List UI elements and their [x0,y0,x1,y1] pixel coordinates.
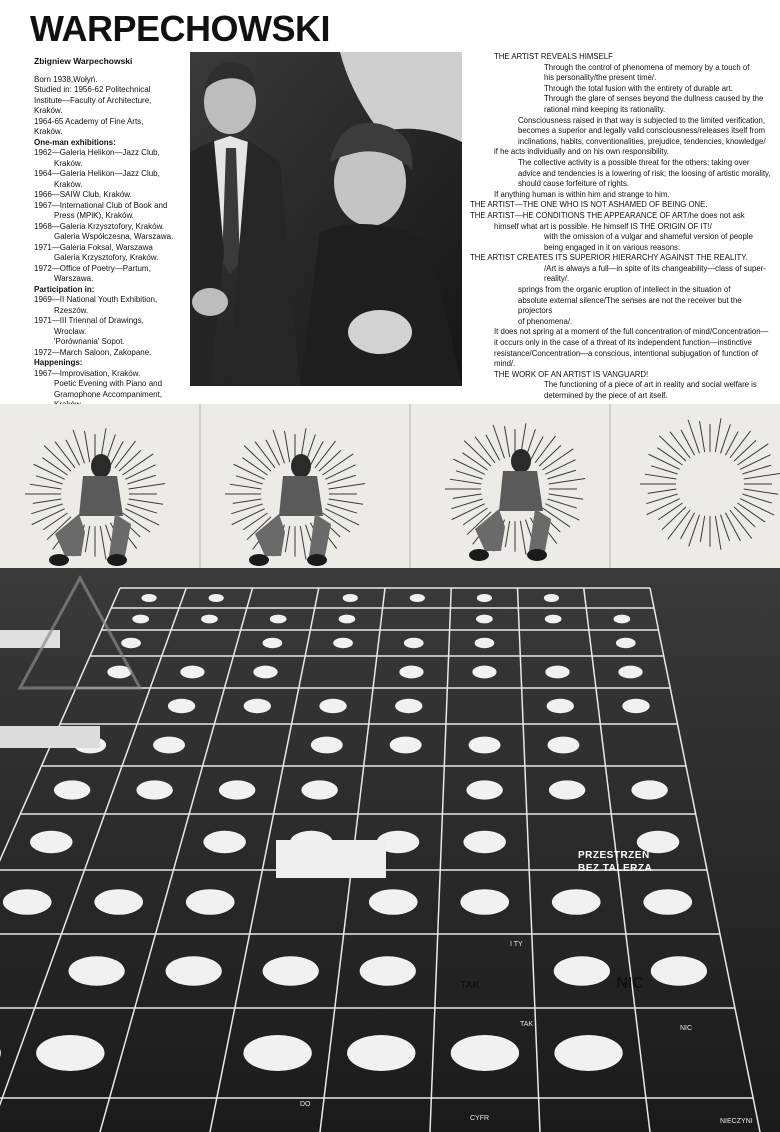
plate [168,699,195,713]
floor-small-word: CYFR [470,1115,490,1122]
floor-label-line2: BEZ TALERZA [578,863,653,874]
manifesto-line: determined by the piece of art itself. [544,391,668,400]
portrait-photo-image [190,52,462,386]
floor-small-word: NIC [680,1025,693,1032]
plate [339,615,356,624]
bio-line: 1969—II National Youth Exhibition, [34,295,158,304]
bio-line: 1971—III Triennal of Drawings, [34,316,144,325]
manifesto-line: Through the total fusion with the entirety of durable art. [544,83,733,93]
plate-grid-image [0,568,780,1132]
manifesto-line: becomes a superior and legally valid consciousness/releases itself from [518,126,766,136]
plate [554,1035,622,1071]
plate [3,889,52,915]
bio-line: 1968—Galeria Krzysztofory, Kraków. [34,221,165,231]
artist-name: Zbigniew Warpechowski [34,56,133,66]
page-title: WARPECHOWSKI [30,8,330,49]
plate [545,666,569,679]
manifesto-line: should cause forfeiture of rights. [518,179,629,189]
manifesto-line: It does not spring at a moment of the full concentration of mind/Concentration— [494,327,769,337]
bio-line: 1971—Galeria Foksal, Warszawa [34,242,153,252]
bio-line: 1967—International Club of Book and [34,200,168,210]
manifesto-line: /Art is always a full—in spite of its changeability—class of super- [544,263,766,273]
manifesto-line: it occurs only in the case of a threat of its independent function—instinctive [494,338,752,348]
plate [475,638,495,648]
manifesto-line: with the omission of a vulgar and shameful version of people [544,232,753,242]
manifesto-line: THE WORK OF AN ARTIST IS VANGUARD! [494,369,649,379]
plate [132,615,149,624]
bio-line: 1964-65 Academy of Fine Arts, [34,116,144,126]
plate [476,615,493,624]
bio-line: Kraków. [34,127,63,136]
plate [410,594,425,602]
manifesto-line: Consciousness raised in that way is subjected to the limited verification, [518,115,766,125]
bio-lines [34,75,189,443]
manifesto-line: The collective activity is a possible threat for the others; taking over [518,157,750,167]
artist-bio [34,56,189,442]
plate [319,699,346,713]
plate [68,956,124,986]
bio-line: Warszawa. [54,274,94,283]
plate [614,615,631,624]
plate [180,666,204,679]
plate [311,737,343,754]
plate [466,780,502,799]
plate [631,780,667,799]
plate [121,638,141,648]
manifesto-text [470,52,775,420]
bio-line: Gramophone Accompaniment, [54,389,163,399]
plate [460,889,509,915]
bio-line: 1972—March Saloon, Zakopane. [34,347,152,357]
plate [360,956,416,986]
bio-line: One-man exhibitions: [34,137,116,147]
manifesto-line: inclinations, habits, conventionalities, prejudice, tendencies, knowledge/ [518,136,766,146]
manifesto-line: rational mind keeping its rationality. [544,104,666,114]
floor-small-word: TAK [520,1021,534,1028]
manifesto-line: If anything human is within him and strange to him. [494,189,670,199]
plate [547,737,579,754]
plate [554,956,610,986]
plate [166,956,222,986]
plate [209,594,224,602]
bio-line: Happenings: [34,358,83,367]
plate [219,780,255,799]
plate [616,638,636,648]
plate [201,615,218,624]
bio-line: Kraków. [54,179,83,189]
bio-line: Participation in: [34,284,95,294]
manifesto-line: springs from the organic eruption of intellect in the situation of [518,285,731,295]
plate [547,699,574,713]
plate [463,831,506,853]
performance-sequence-image [0,404,780,568]
manifesto-line: absolute external silence/The senses are not the receiver but the projectors [518,295,742,316]
manifesto-lines [470,52,775,402]
manifesto-line: THE ARTIST CREATES ITS SUPERIOR HIERARCHY AGAINST THE REALITY. [470,253,748,263]
bio-line: Born 1938,Wołyń. [34,74,98,84]
plate [399,666,423,679]
plate-word-tak: TAK [460,980,480,991]
bio-line: Rzeszów. [54,305,89,315]
bio-line: Kraków. [54,158,83,168]
bio-line: 1972—Office of Poetry—Partum, [34,263,151,273]
plate [94,889,143,915]
plate [54,780,90,799]
bio-line: Kraków. [34,106,63,115]
plate-word-nic: NIC [616,975,644,992]
plate [263,956,319,986]
plate [343,594,358,602]
manifesto-line: mind/. [494,359,516,369]
floor-installation-photo [0,568,780,1132]
plate [333,638,353,648]
plate [477,594,492,602]
plate [270,615,287,624]
manifesto-line: advice and tendencies is a lowering of risk; the loosing of artistic morality, [518,168,771,178]
bio-line: 1964—Galeria Helikon—Jazz Club, [34,169,160,178]
bio-line: Galeria Krzysztofory, Kraków. [54,253,159,262]
bio-line: 'Porównania' Sopot. [54,337,125,346]
plate [622,699,649,713]
bio-line: Poetic Evening with Piano and [54,379,163,388]
plate [243,1035,311,1071]
plate [643,889,692,915]
plate [153,737,185,754]
floor-small-word: I TY [510,941,523,948]
manifesto-line: Through the control of phenomena of memory by a touch of [544,62,750,72]
manifesto-line: THE ARTIST REVEALS HIMSELF [494,52,613,61]
plate [301,780,337,799]
plate [142,594,157,602]
plate [347,1035,415,1071]
floor-small-word: DO [300,1101,311,1108]
plate [544,594,559,602]
floor-small-word: NIECZYNI [720,1118,753,1125]
floor-label-line1: PRZESTRZEŃ [578,850,650,861]
bio-line: Studied in: 1956-62 Politechnical [34,85,151,94]
plate [136,780,172,799]
plate [472,666,496,679]
plate [469,737,501,754]
portrait-photo [190,52,462,386]
bio-line: 1966—SAIW Club, Kraków. [34,190,132,199]
bio-line: Press (MPiK), Kraków. [54,211,135,220]
plate [404,638,424,648]
manifesto-line: Through the glare of senses beyond the dullness caused by the [544,94,764,104]
performance-photo-strip [0,404,780,568]
manifesto-line: THE ARTIST—THE ONE WHO IS NOT ASHAMED OF BEING ONE. [470,200,708,210]
manifesto-line: THE ARTIST—HE CONDITIONS THE APPEARANCE OF ART/he does not ask [470,210,745,220]
bio-line: 1962—Galeria Helikon—Jazz Club, [34,148,160,157]
plate [552,889,601,915]
plate [186,889,235,915]
manifesto-line: himself what art is possible. He himself IS THE ORIGIN OF IT!/ [494,221,712,231]
plate [545,615,562,624]
plate [263,638,283,648]
manifesto-line: of phenomena/. [518,316,573,326]
bio-line: 1967—Improvisation, Kraków. [34,368,141,378]
plate [203,831,246,853]
bio-line: Galeria Współczesna, Warszawa. [54,232,174,241]
plate [244,699,271,713]
manifesto-line: resistance/Concentration—a conscious, intentional subjugation of function of [494,348,758,358]
manifesto-line: if he acts individually and on his own responsibility. [494,147,669,157]
plate [395,699,422,713]
plate [549,780,585,799]
plate [651,956,707,986]
plate [30,831,73,853]
bio-line: Wrocław. [54,326,87,336]
plate [390,737,422,754]
plate [369,889,418,915]
plate [253,666,277,679]
manifesto-line: The functioning of a piece of art in reality and social welfare is [544,380,757,390]
manifesto-line: his personality/the present time/. [544,73,657,83]
manifesto-line: reality/. [544,274,570,284]
plate [451,1035,519,1071]
bio-line: Institute—Faculty of Architecture, [34,95,152,105]
manifesto-line: being engaged in it on various reasons. [544,242,681,252]
plate [36,1035,104,1071]
plate [618,666,642,679]
